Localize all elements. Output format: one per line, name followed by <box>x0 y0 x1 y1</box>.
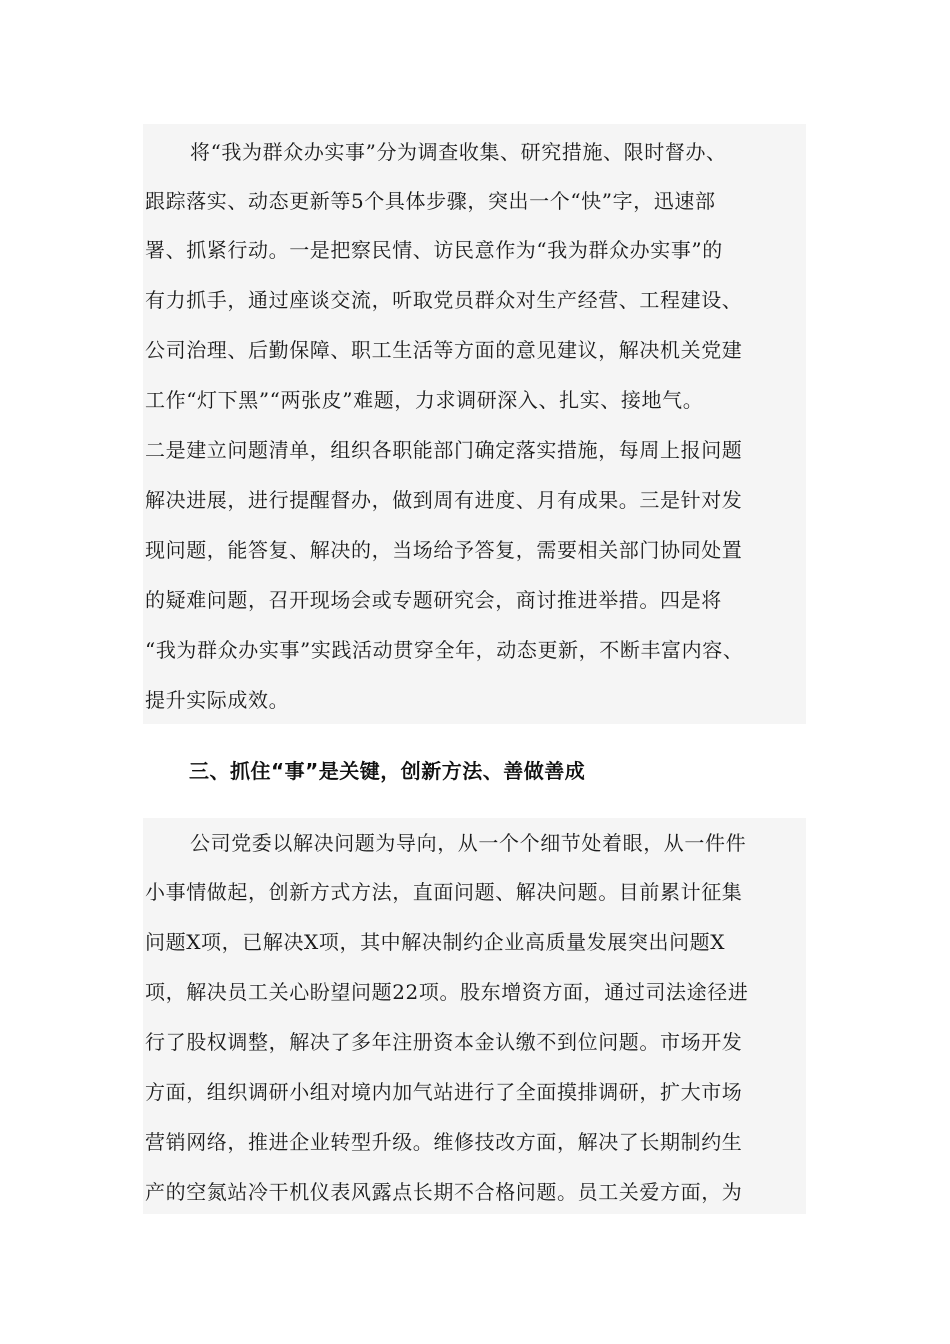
paragraph-line: 将“我为群众办实事”分为调查收集、研究措施、限时督办、 <box>190 140 727 164</box>
paragraph-results <box>143 818 806 1214</box>
paragraph-line: “我为群众办实事”实践活动贯穿全年，动态更新，不断丰富内容、 <box>145 638 744 662</box>
paragraph-line: 产的空氮站冷干机仪表风露点长期不合格问题。员工关爱方面，为 <box>145 1180 743 1204</box>
paragraph-line: 二是建立问题清单，组织各职能部门确定落实措施，每周上报问题 <box>145 438 743 462</box>
paragraph-line: 公司党委以解决问题为导向，从一个个细节处着眼，从一件件 <box>190 831 747 855</box>
paragraph-line: 解决进展，进行提醒督办，做到周有进度、月有成果。三是针对发 <box>145 488 743 512</box>
section-heading: 三、抓住“事”是关键，创新方法、善做善成 <box>189 759 586 783</box>
paragraph-line: 署、抓紧行动。一是把察民情、访民意作为“我为群众办实事”的 <box>145 238 723 262</box>
paragraph-line: 营销网络，推进企业转型升级。维修技改方面，解决了长期制约生 <box>145 1130 743 1154</box>
paragraph-line: 提升实际成效。 <box>145 688 290 712</box>
paragraph-line: 方面，组织调研小组对境内加气站进行了全面摸排调研，扩大市场 <box>145 1080 743 1104</box>
paragraph-line: 问题X项，已解决X项，其中解决制约企业高质量发展突出问题X <box>145 930 726 954</box>
paragraph-steps <box>143 124 806 724</box>
paragraph-line: 现问题，能答复、解决的，当场给予答复，需要相关部门协同处置 <box>145 538 743 562</box>
paragraph-line: 行了股权调整，解决了多年注册资本金认缴不到位问题。市场开发 <box>145 1030 743 1054</box>
paragraph-line: 有力抓手，通过座谈交流，听取党员群众对生产经营、工程建设、 <box>145 288 743 312</box>
paragraph-line: 跟踪落实、动态更新等5个具体步骤，突出一个“快”字，迅速部 <box>145 189 716 213</box>
paragraph-line: 项，解决员工关心盼望问题22项。股东增资方面，通过司法途径进 <box>145 980 749 1004</box>
paragraph-line: 工作“灯下黑”“两张皮”难题，力求调研深入、扎实、接地气。 <box>145 388 704 412</box>
paragraph-line: 公司治理、后勤保障、职工生活等方面的意见建议，解决机关党建 <box>145 338 743 362</box>
paragraph-line: 的疑难问题，召开现场会或专题研究会，商讨推进举措。四是将 <box>145 588 722 612</box>
paragraph-line: 小事情做起，创新方式方法，直面问题、解决问题。目前累计征集 <box>145 880 743 904</box>
